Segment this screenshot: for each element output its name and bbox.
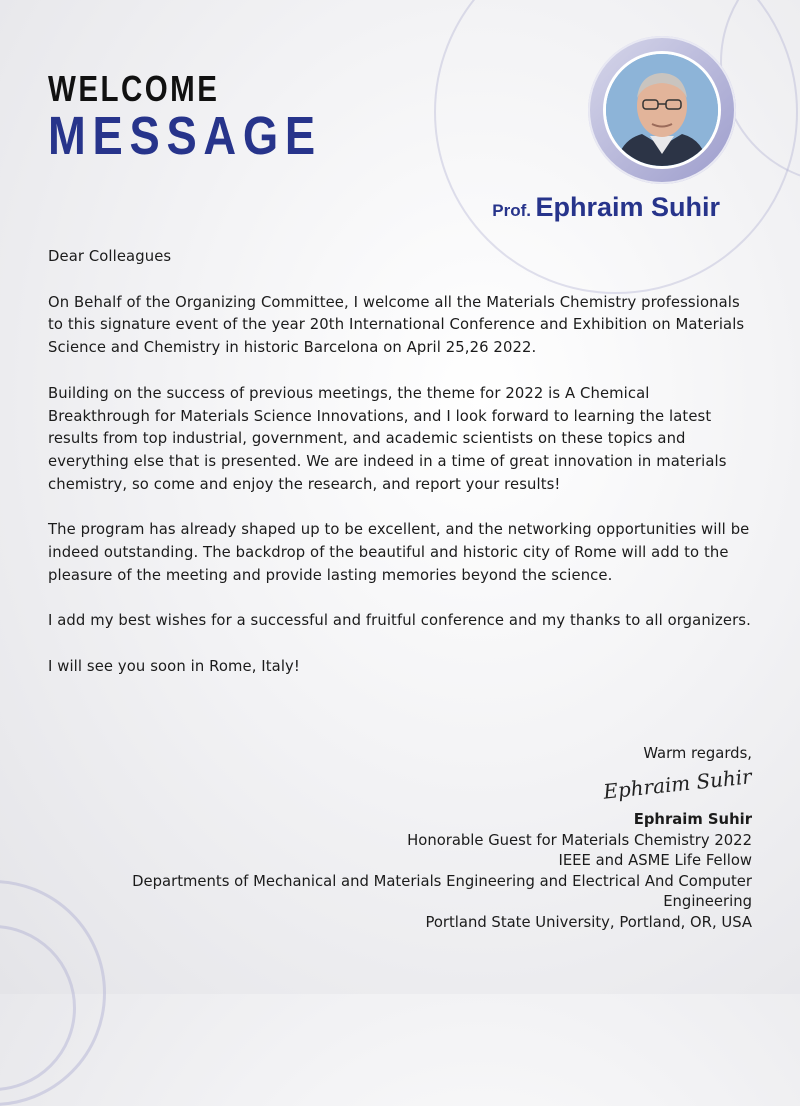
decorative-ring (0, 925, 76, 1091)
signer-name: Ephraim Suhir (633, 811, 752, 828)
signer-department: Departments of Mechanical and Materials Engineering and Electrical And Computer Engineering (132, 872, 752, 910)
paragraph: The program has already shaped up to be excellent, and the networking opportunities will be indeed outstanding. The backdrop of the beautiful and historic city of Rome will add to the pleasure of the meeting and provide lasting memories beyond the science. (48, 521, 750, 584)
paragraph: I will see you soon in Rome, Italy! (48, 658, 300, 676)
paragraph: I add my best wishes for a successful and fruitful conference and my thanks to all organizers. (48, 612, 751, 630)
closing-regards: Warm regards, (643, 745, 752, 762)
greeting: Dear Colleagues (48, 248, 172, 265)
paragraph: Building on the success of previous meetings, the theme for 2022 is A Chemical Breakthrough for Materials Science Innovations, and I look forward to learning the latest results from top industrial, government, and academic scientists on these topics and everything else that is presented. We are indeed in a time of great innovation in materials chemistry, so come and enjoy the research, and report your results! (48, 384, 727, 493)
signature-block (52, 810, 752, 933)
signer-role: Honorable Guest for Materials Chemistry 2022 (407, 831, 752, 849)
title-welcome: WELCOME (48, 68, 220, 109)
title-message: MESSAGE (48, 106, 322, 166)
signer-fellowship: IEEE and ASME Life Fellow (558, 852, 752, 869)
speaker-prefix: Prof. (492, 201, 532, 220)
handwritten-signature: Ephraim Suhir (602, 764, 753, 804)
paragraph: On Behalf of the Organizing Committee, I welcome all the Materials Chemistry professionals to this signature event of the year 20th International Conference and Exhibition on Materials Science and Chemistry in historic Barcelona on April 25,26 2022. (48, 293, 745, 357)
speaker-name (492, 192, 720, 223)
speaker-fullname: Ephraim Suhir (535, 192, 720, 222)
speaker-portrait (603, 51, 721, 169)
signer-university: Portland State University, Portland, OR, USA (425, 913, 752, 931)
letter-body (48, 246, 756, 702)
